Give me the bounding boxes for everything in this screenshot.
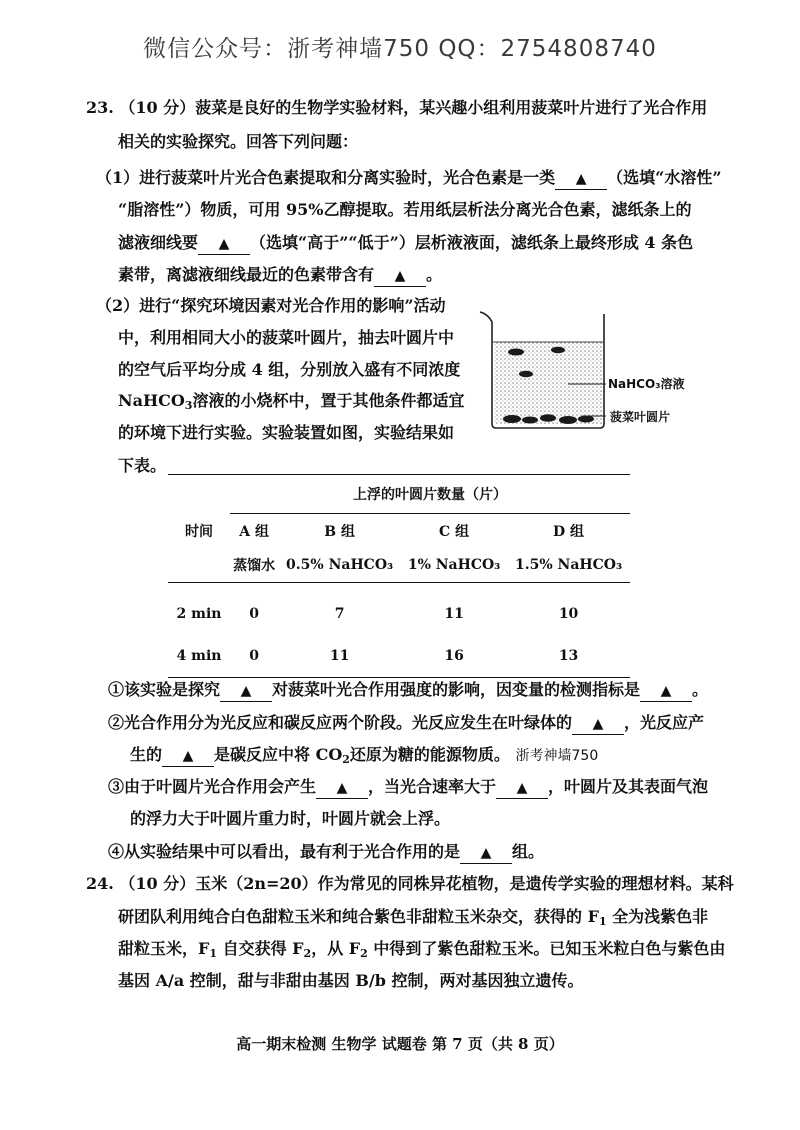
answer-blank[interactable] bbox=[572, 713, 624, 735]
inline-watermark: 浙考神墙750 bbox=[515, 748, 599, 764]
results-table bbox=[168, 474, 630, 678]
table-spacer-row bbox=[168, 583, 630, 594]
subq-text: ，叶圆片及其表面气泡 bbox=[548, 777, 709, 796]
subq-text: 。 bbox=[692, 680, 709, 699]
answer-blank[interactable] bbox=[198, 233, 250, 255]
q23-part1-text: 。 bbox=[426, 265, 443, 284]
table-row bbox=[168, 635, 630, 678]
subq-3 bbox=[108, 777, 708, 799]
subscript: 2 bbox=[303, 947, 312, 960]
floating-leaf-disc bbox=[519, 371, 533, 377]
q23-part1-text: （选填“高于”“低于”）层析液液面，滤纸条上最终形成 4 条色 bbox=[250, 233, 694, 252]
triangle-mark: ▲ bbox=[575, 171, 587, 187]
q24-text: 研团队利用纯合白色甜粒玉米和纯合紫色非甜粒玉米杂交，获得的 F bbox=[118, 907, 599, 926]
sunk-leaf-disc bbox=[559, 416, 577, 424]
floating-leaf-disc bbox=[508, 349, 524, 356]
nahco3-text: NaHCO bbox=[118, 391, 185, 410]
sunk-leaf-disc bbox=[503, 415, 521, 423]
label-spinach-leaf-disc: 菠菜叶圆片 bbox=[610, 410, 671, 424]
q23-part2-line-3: 的空气后平均分成 4 组，分别放入盛有不同浓度 bbox=[118, 360, 461, 379]
q23-part1-line-3 bbox=[118, 233, 693, 255]
time-header: 时间 bbox=[185, 523, 213, 540]
subq-text: ①该实验是探究 bbox=[108, 680, 221, 699]
value-cell: 11 bbox=[329, 648, 350, 664]
subq-text: 组。 bbox=[512, 842, 545, 861]
group-header: C 组 bbox=[439, 524, 470, 540]
subscript: 1 bbox=[209, 947, 218, 960]
watermark-header: 微信公众号：浙考神墙750 QQ：2754808740 bbox=[143, 36, 657, 62]
subq-2 bbox=[108, 713, 704, 735]
subq-text: 生的 bbox=[130, 745, 163, 764]
q24-line-2 bbox=[118, 907, 708, 932]
value-cell: 7 bbox=[334, 606, 345, 622]
answer-blank[interactable] bbox=[220, 680, 272, 702]
answer-blank[interactable] bbox=[555, 168, 607, 190]
subq-4 bbox=[108, 842, 544, 864]
answer-blank[interactable] bbox=[496, 777, 548, 799]
table-caption-row bbox=[168, 475, 630, 514]
subq-text: ③由于叶圆片光合作用会产生 bbox=[108, 777, 317, 796]
q24-text: 甜粒玉米，F bbox=[118, 939, 210, 958]
q24-text: ，从 F bbox=[311, 939, 361, 958]
triangle-mark: ▲ bbox=[660, 683, 672, 699]
answer-blank[interactable] bbox=[162, 745, 214, 767]
subq-3-line-2: 的浮力大于叶圆片重力时，叶圆片就会上浮。 bbox=[130, 809, 451, 828]
value-cell: 10 bbox=[558, 606, 579, 622]
sunk-leaf-disc bbox=[540, 414, 556, 422]
value-cell: 16 bbox=[444, 648, 464, 664]
value-cell: 11 bbox=[444, 606, 464, 622]
sunk-leaf-disc bbox=[578, 416, 594, 423]
answer-blank[interactable] bbox=[460, 842, 512, 864]
table-group-row bbox=[168, 514, 630, 549]
q23-part2-line-1: （2）进行“探究环境因素对光合作用的影响”活动 bbox=[96, 296, 446, 315]
q23-part2-line-2: 中，利用相同大小的菠菜叶圆片，抽去叶圆片中 bbox=[118, 328, 455, 347]
floating-leaf-disc bbox=[551, 347, 565, 353]
triangle-mark: ▲ bbox=[336, 780, 348, 796]
triangle-mark: ▲ bbox=[480, 845, 492, 861]
subq-2-line-2 bbox=[130, 745, 598, 770]
subq-text: 是碳反应中将 CO bbox=[214, 745, 343, 764]
subq-text: ②光合作用分为光反应和碳反应两个阶段。光反应发生在叶绿体的 bbox=[108, 713, 573, 732]
group-header: A 组 bbox=[239, 524, 269, 540]
q23-part2-text: 溶液的小烧杯中，置于其他条件都适宜 bbox=[192, 391, 465, 410]
subq-text: 还原为糖的能源物质。 bbox=[349, 745, 510, 764]
triangle-mark: ▲ bbox=[218, 236, 230, 252]
condition-header: 1.5% NaHCO₃ bbox=[515, 557, 623, 573]
subq-text: ，当光合速率大于 bbox=[368, 777, 497, 796]
q23-part2-line-4 bbox=[118, 391, 464, 416]
triangle-mark: ▲ bbox=[394, 268, 406, 284]
q24-text: 中得到了紫色甜粒玉米。已知玉米粒白色与紫色由 bbox=[367, 939, 726, 958]
q24-line-1: 24. （10 分）玉米（2n=20）作为常见的同株异花植物，是遗传学实验的理想材料。某科 bbox=[86, 874, 734, 893]
q24-text: 全为浅紫色非 bbox=[606, 907, 709, 926]
q24-line-3 bbox=[118, 939, 725, 964]
triangle-mark: ▲ bbox=[592, 716, 604, 732]
condition-header: 蒸馏水 bbox=[233, 558, 276, 574]
subscript: 3 bbox=[184, 399, 193, 412]
q23-line-1: 23. （10 分）菠菜是良好的生物学实验材料，某兴趣小组利用菠菜叶片进行了光合作用 bbox=[86, 98, 708, 117]
q23-part2-line-6: 下表。 bbox=[118, 456, 167, 475]
condition-header: 1% NaHCO₃ bbox=[407, 557, 501, 573]
q23-part1-text: （选填“水溶性” bbox=[607, 168, 722, 187]
value-cell: 13 bbox=[558, 648, 579, 664]
table-caption: 上浮的叶圆片数量（片） bbox=[230, 475, 630, 514]
subq-text: ④从实验结果中可以看出，最有利于光合作用的是 bbox=[108, 842, 461, 861]
q23-part1-text: （1）进行菠菜叶片光合色素提取和分离实验时，光合色素是一类 bbox=[96, 168, 556, 187]
sunk-leaf-disc bbox=[522, 417, 538, 424]
answer-blank[interactable] bbox=[374, 265, 426, 287]
subscript: 2 bbox=[342, 753, 350, 766]
group-header: D 组 bbox=[553, 524, 585, 540]
subscript: 2 bbox=[360, 947, 368, 960]
group-header: B 组 bbox=[324, 524, 355, 540]
answer-blank[interactable] bbox=[640, 680, 692, 702]
q23-part1-line-2: “脂溶性”）物质，可用 95%乙醇提取。若用纸层析法分离光合色素，滤纸条上的 bbox=[118, 200, 692, 219]
q23-line-2: 相关的实验探究。回答下列问题： bbox=[118, 132, 359, 151]
subq-1 bbox=[108, 680, 708, 702]
table-condition-row bbox=[168, 548, 630, 583]
value-cell: 0 bbox=[249, 606, 259, 622]
subq-text: ，光反应产 bbox=[624, 713, 705, 732]
answer-blank[interactable] bbox=[316, 777, 368, 799]
q23-part2-line-5: 的环境下进行实验。实验装置如图，实验结果如 bbox=[118, 423, 455, 442]
q24-line-4: 基因 A/a 控制，甜与非甜由基因 B/b 控制，两对基因独立遗传。 bbox=[118, 971, 584, 990]
time-cell: 2 min bbox=[176, 606, 222, 622]
triangle-mark: ▲ bbox=[240, 683, 252, 699]
table-row bbox=[168, 593, 630, 635]
q23-part1-line-1 bbox=[96, 168, 722, 190]
subq-text: 对菠菜叶光合作用强度的影响，因变量的检测指标是 bbox=[272, 680, 641, 699]
q24-text: 自交获得 F bbox=[217, 939, 304, 958]
subscript: 1 bbox=[598, 915, 607, 928]
time-cell: 4 min bbox=[176, 648, 222, 664]
page-footer: 高一期末检测 生物学 试题卷 第 7 页（共 8 页） bbox=[236, 1035, 564, 1053]
triangle-mark: ▲ bbox=[182, 748, 194, 764]
q23-part1-line-4 bbox=[118, 265, 442, 287]
q23-part1-text: 滤液细线要 bbox=[118, 233, 199, 252]
value-cell: 0 bbox=[249, 648, 259, 664]
condition-header: 0.5% NaHCO₃ bbox=[286, 557, 394, 573]
triangle-mark: ▲ bbox=[516, 780, 528, 796]
label-nahco3-solution: NaHCO₃溶液 bbox=[608, 377, 685, 391]
q23-part1-text: 素带，离滤液细线最近的色素带含有 bbox=[118, 265, 375, 284]
